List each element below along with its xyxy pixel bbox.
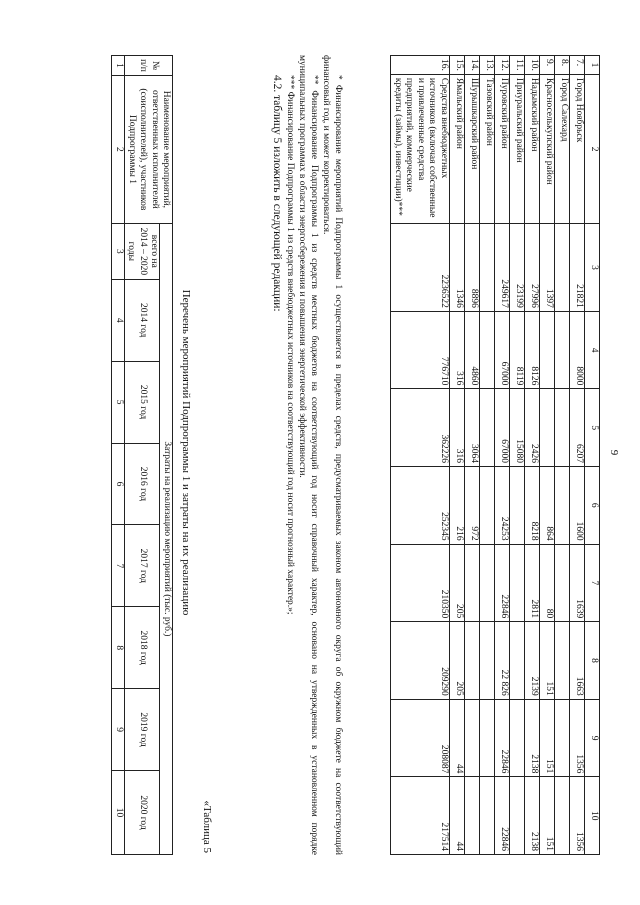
value-cell: 4860 bbox=[465, 311, 480, 389]
value-cell: 3064 bbox=[465, 389, 480, 467]
value-cell: 24253 bbox=[495, 467, 510, 545]
value-cell: 8126 bbox=[525, 311, 540, 389]
column-number: 6 bbox=[112, 443, 125, 525]
value-cell: 362226 bbox=[391, 389, 450, 467]
value-cell: 208087 bbox=[391, 699, 450, 777]
table-row bbox=[391, 56, 450, 855]
column-number: 10 bbox=[112, 771, 125, 855]
value-cell bbox=[555, 224, 570, 312]
value-cell: 22846 bbox=[495, 777, 510, 855]
table-header-row bbox=[585, 56, 600, 855]
header-year: 2019 год bbox=[125, 689, 161, 771]
table5 bbox=[112, 55, 174, 855]
value-cell bbox=[555, 544, 570, 622]
header-cell: 9 bbox=[585, 699, 600, 777]
header-cell: 8 bbox=[585, 622, 600, 700]
value-cell: 1356 bbox=[570, 699, 585, 777]
value-cell: 210350 bbox=[391, 544, 450, 622]
header-year: 2014 год bbox=[125, 279, 161, 361]
value-cell bbox=[555, 389, 570, 467]
value-cell: 15080 bbox=[510, 389, 525, 467]
row-number: 7. bbox=[570, 56, 585, 75]
column-number: 2 bbox=[112, 75, 125, 223]
value-cell bbox=[480, 777, 495, 855]
value-cell: 8218 bbox=[525, 467, 540, 545]
row-name: Тазовский район bbox=[480, 74, 495, 223]
value-cell: 217514 bbox=[391, 777, 450, 855]
value-cell: 2139 bbox=[525, 622, 540, 700]
row-name: Надымский район bbox=[525, 74, 540, 223]
amendment-text: 4.2. таблицу 5 изложить в следующей редакции: bbox=[271, 75, 283, 312]
value-cell: 2426 bbox=[525, 389, 540, 467]
value-cell: 776710 bbox=[391, 311, 450, 389]
value-cell: 205 bbox=[450, 622, 465, 700]
value-cell bbox=[555, 699, 570, 777]
row-name: Красноселькупский район bbox=[540, 74, 555, 223]
value-cell: 2236522 bbox=[391, 224, 450, 312]
value-cell: 8896 bbox=[465, 224, 480, 312]
value-cell: 6207 bbox=[570, 389, 585, 467]
header-total: всего на 2014 – 2020 годы bbox=[125, 223, 161, 279]
value-cell: 209290 bbox=[391, 622, 450, 700]
value-cell: 205 bbox=[450, 544, 465, 622]
row-name: Город Салехард bbox=[555, 74, 570, 223]
value-cell bbox=[480, 224, 495, 312]
table5-title: Перечень мероприятий Подпрограммы 1 и затраты на их реализацию bbox=[180, 289, 192, 616]
table-row bbox=[465, 56, 480, 855]
value-cell bbox=[480, 389, 495, 467]
header-year: 2015 год bbox=[125, 361, 161, 443]
value-cell bbox=[555, 311, 570, 389]
row-name: Ямальский район bbox=[450, 74, 465, 223]
header-num: № п/п bbox=[125, 56, 173, 76]
row-name: Шурышкарский район bbox=[465, 74, 480, 223]
row-number: 14. bbox=[465, 56, 480, 75]
value-cell: 2811 bbox=[525, 544, 540, 622]
value-cell: 22 826 bbox=[495, 622, 510, 700]
value-cell: 316 bbox=[450, 389, 465, 467]
value-cell bbox=[465, 777, 480, 855]
header-cell: 3 bbox=[585, 224, 600, 312]
value-cell: 27996 bbox=[525, 224, 540, 312]
header-year: 2017 год bbox=[125, 525, 161, 607]
value-cell: 22846 bbox=[495, 699, 510, 777]
header-cell: 4 bbox=[585, 311, 600, 389]
header-year: 2018 год bbox=[125, 607, 161, 689]
value-cell: 1663 bbox=[570, 622, 585, 700]
header-cell: 2 bbox=[585, 74, 600, 223]
value-cell bbox=[510, 777, 525, 855]
value-cell: 151 bbox=[540, 699, 555, 777]
value-cell: 252345 bbox=[391, 467, 450, 545]
column-number: 3 bbox=[112, 223, 125, 279]
value-cell bbox=[540, 389, 555, 467]
value-cell: 1356 bbox=[570, 777, 585, 855]
value-cell: 1639 bbox=[570, 544, 585, 622]
row-number: 9. bbox=[540, 56, 555, 75]
header-cell: 10 bbox=[585, 777, 600, 855]
footnote-2: ** Финансирование Подпрограммы 1 из средств местных бюджетов на соответствующий год носит справочный характер, основано на утвержденных в установленном порядке муниципальных программах в области энергосбережения и повышения энергетической эффективности. bbox=[297, 55, 319, 855]
header-cell: 1 bbox=[585, 56, 600, 75]
value-cell: 216 bbox=[450, 467, 465, 545]
table-row bbox=[495, 56, 510, 855]
row-number: 11. bbox=[510, 56, 525, 75]
value-cell bbox=[510, 622, 525, 700]
row-number: 12. bbox=[495, 56, 510, 75]
value-cell bbox=[555, 777, 570, 855]
row-number: 16. bbox=[391, 56, 450, 75]
value-cell bbox=[465, 544, 480, 622]
column-number: 4 bbox=[112, 279, 125, 361]
row-number: 13. bbox=[480, 56, 495, 75]
column-number: 1 bbox=[112, 56, 125, 76]
table-row bbox=[510, 56, 525, 855]
table-row bbox=[555, 56, 570, 855]
value-cell: 21821 bbox=[570, 224, 585, 312]
header-year: 2020 год bbox=[125, 771, 161, 855]
value-cell: 22846 bbox=[495, 544, 510, 622]
table5-body bbox=[112, 56, 173, 855]
value-cell bbox=[480, 467, 495, 545]
value-cell: 1346 bbox=[450, 224, 465, 312]
table-row bbox=[570, 56, 585, 855]
value-cell bbox=[510, 544, 525, 622]
value-cell: 249617 bbox=[495, 224, 510, 312]
table5-label: «Таблица 5 bbox=[201, 800, 213, 853]
row-name: Город Ноябрьск bbox=[570, 74, 585, 223]
footnotes bbox=[271, 55, 344, 855]
value-cell: 23199 bbox=[510, 224, 525, 312]
value-cell: 1397 bbox=[540, 224, 555, 312]
header-cell: 5 bbox=[585, 389, 600, 467]
value-cell bbox=[540, 311, 555, 389]
table5-header-row-1 bbox=[160, 56, 173, 855]
value-cell bbox=[465, 622, 480, 700]
value-cell: 316 bbox=[450, 311, 465, 389]
row-number: 8. bbox=[555, 56, 570, 75]
row-number: 15. bbox=[450, 56, 465, 75]
financing-table bbox=[391, 55, 601, 855]
table-row bbox=[540, 56, 555, 855]
table-row bbox=[480, 56, 495, 855]
value-cell bbox=[480, 311, 495, 389]
table-row bbox=[525, 56, 540, 855]
value-cell: 67000 bbox=[495, 311, 510, 389]
value-cell: 864 bbox=[540, 467, 555, 545]
row-name: Пуровский район bbox=[495, 74, 510, 223]
value-cell: 1600 bbox=[570, 467, 585, 545]
column-number: 7 bbox=[112, 525, 125, 607]
table5-number-row bbox=[112, 56, 125, 855]
footnote-1: * Финансирование мероприятий Подпрограммы 1 осуществляется в пределах средств, предусматриваемых законом автономного округа об окружном бюджете на соответствующий финансовый год, и может корректироваться. bbox=[321, 55, 343, 855]
value-cell bbox=[480, 699, 495, 777]
header-cell: 6 bbox=[585, 467, 600, 545]
table-row bbox=[450, 56, 465, 855]
value-cell bbox=[480, 544, 495, 622]
value-cell: 67000 bbox=[495, 389, 510, 467]
row-name: Приуральский район bbox=[510, 74, 525, 223]
header-year: 2016 год bbox=[125, 443, 161, 525]
value-cell: 2138 bbox=[525, 699, 540, 777]
footnote-3: *** Финансирование Подпрограммы 1 из средств внебюджетных источников на соответствующий год носит прогнозный характер.»; bbox=[285, 75, 295, 615]
column-number: 8 bbox=[112, 607, 125, 689]
column-number: 9 bbox=[112, 689, 125, 771]
value-cell: 44 bbox=[450, 699, 465, 777]
value-cell bbox=[510, 467, 525, 545]
header-costs: Затраты на реализацию мероприятий (тыс. руб.) bbox=[160, 223, 173, 854]
column-number: 5 bbox=[112, 361, 125, 443]
header-cell: 7 bbox=[585, 544, 600, 622]
value-cell bbox=[480, 622, 495, 700]
value-cell: 44 bbox=[450, 777, 465, 855]
value-cell: 8000 bbox=[570, 311, 585, 389]
page-number: 9 bbox=[608, 449, 620, 456]
financing-table-body bbox=[391, 56, 600, 855]
value-cell bbox=[555, 622, 570, 700]
row-number: 10. bbox=[525, 56, 540, 75]
header-name: Наименование мероприятий, ответственных исполнителей (соисполнителей), участников Подпрограммы 1 bbox=[125, 75, 173, 223]
value-cell bbox=[465, 699, 480, 777]
value-cell: 972 bbox=[465, 467, 480, 545]
value-cell bbox=[555, 467, 570, 545]
row-name: Средства внебюджетных источников (включая собственные и привлеченные средства предприятий, коммерческие кредиты (займы), инвестиции)*** bbox=[391, 74, 450, 223]
value-cell: 8119 bbox=[510, 311, 525, 389]
value-cell: 151 bbox=[540, 622, 555, 700]
value-cell: 80 bbox=[540, 544, 555, 622]
value-cell bbox=[510, 699, 525, 777]
value-cell: 151 bbox=[540, 777, 555, 855]
value-cell: 2138 bbox=[525, 777, 540, 855]
